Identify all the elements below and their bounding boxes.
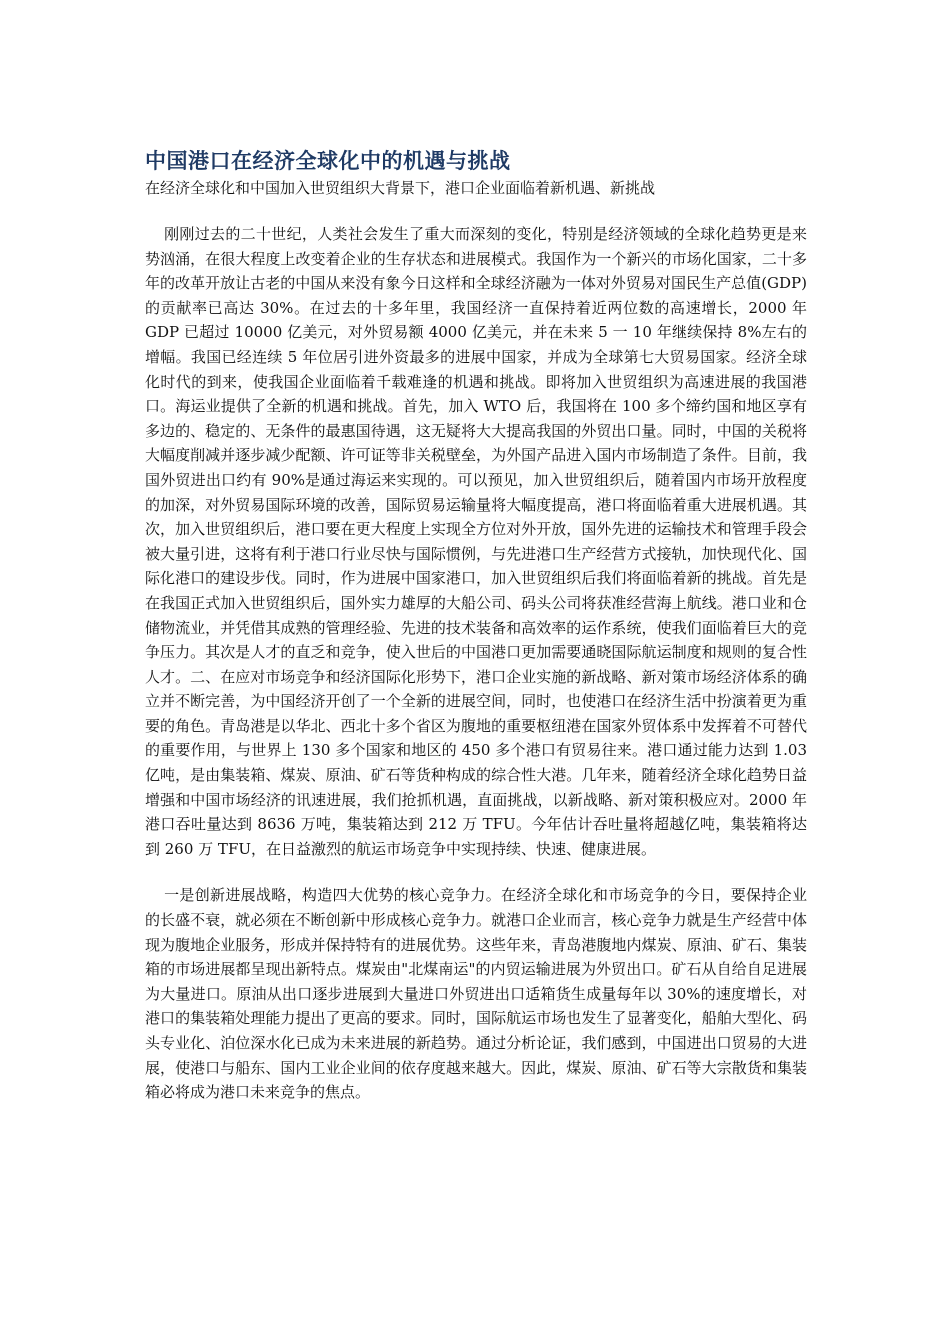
body-paragraph-1: 刚刚过去的二十世纪，人类社会发生了重大而深刻的变化，特别是经济领域的全球化趋势更是来势汹涌，在很大程度上改变着企业的生存状态和进展模式。我国作为一个新兴的市场化国家，二十多年的改革开放让古老的中国从来没有象今日这样和全球经济融为一体对外贸易对国民生产总值(GDP)的贡献率已高达 30%。在过去的十多年里，我国经济一直保持着近两位数的高速增长，2000 年 GDP 已超过 10000 亿美元，对外贸易额 4000 亿美元，并在未来 5 一 10 年继续保持 8%左右的增幅。我国已经连续 5 年位居引进外资最多的进展中国家，并成为全球第七大贸易国家。经济全球化时代的到来，使我国企业面临着千载难逢的机遇和挑战。即将加入世贸组织为高速进展的我国港口。海运业提供了全新的机遇和挑战。首先，加入 WTO 后，我国将在 100 多个缔约国和地区享有多边的、稳定的、无条件的最惠国待遇，这无疑将大大提高我国的外贸出口量。同时，中国的关税将大幅度削减并逐步减少配额、许可证等非关税壁垒，为外国产品进入国内市场制造了条件。目前，我国外贸进出口约有 90%是通过海运来实现的。可以预见，加入世贸组织后，随着国内市场开放程度的加深，对外贸易国际环境的改善，国际贸易运输量将大幅度提高，港口将面临着重大进展机遇。其次，加入世贸组织后，港口要在更大程度上实现全方位对外开放，国外先进的运输技术和管理手段会被大量引进，这将有利于港口行业尽快与国际惯例，与先进港口生产经营方式接轨，加快现代化、国际化港口的建设步伐。同时，作为进展中国家港口，加入世贸组织后我们将面临着新的挑战。首先是在我国正式加入世贸组织后，国外实力雄厚的大船公司、码头公司将获准经营海上航线。港口业和仓储物流业，并凭借其成熟的管理经验、先进的技术装备和高效率的运作系统，使我们面临着巨大的竞争压力。其次是人才的直乏和竞争，使入世后的中国港口更加需要通晓国际航运制度和规则的复合性人才。二、在应对市场竞争和经济国际化形势下，港口企业实施的新战略、新对策市场经济体系的确立并不断完善，为中国经济开创了一个全新的进展空间，同时，也使港口在经济生活中扮演着更为重要的角色。青岛港是以华北、西北十多个省区为腹地的重要枢纽港在国家外贸体系中发挥着不可替代的重要作用，与世界上 130 多个国家和地区的 450 多个港口有贸易往来。港口通过能力达到 1.03 亿吨，是由集装箱、煤炭、原油、矿石等货种构成的综合性大港。几年来，随着经济全球化趋势日益增强和中国市场经济的讯速进展，我们抢抓机遇，直面挑战，以新战略、新对策积极应对。2000 年港口吞吐量达到 8636 万吨，集装箱达到 212 万 TFU。今年估计吞吐量将超越亿吨，集装箱将达到 260 万 TFU，在日益激烈的航运市场竞争中实现持续、快速、健康进展。 — [145, 225, 807, 858]
document-subtitle: 在经济全球化和中国加入世贸组织大背景下，港口企业面临着新机遇、新挑战 — [145, 179, 656, 197]
document-page — [145, 146, 807, 1105]
body-paragraph-2: 一是创新进展战略，构造四大优势的核心竞争力。在经济全球化和市场竞争的今日，要保持企业的长盛不衰，就必须在不断创新中形成核心竞争力。就港口企业而言，核心竞争力就是生产经营中体现为腹地企业服务，形成并保持特有的进展优势。这些年来，青岛港腹地内煤炭、原油、矿石、集装箱的市场进展都呈现出新特点。煤炭由"北煤南运"的内贸运输进展为外贸出口。矿石从自给自足进展为大量进口。原油从出口逐步进展到大量进口外贸进出口适箱货生成量每年以 30%的速度增长，对港口的集装箱处理能力提出了更高的要求。同时，国际航运市场也发生了显著变化，船舶大型化、码头专业化、泊位深水化已成为未来进展的新趋势。通过分析论证，我们感到，中国进出口贸易的大进展，使港口与船东、国内工业企业间的依存度越来越大。因此，煤炭、原油、矿石等大宗散货和集装箱必将成为港口未来竞争的焦点。 — [145, 886, 807, 1102]
document-title: 中国港口在经济全球化中的机遇与挑战 — [145, 149, 511, 173]
